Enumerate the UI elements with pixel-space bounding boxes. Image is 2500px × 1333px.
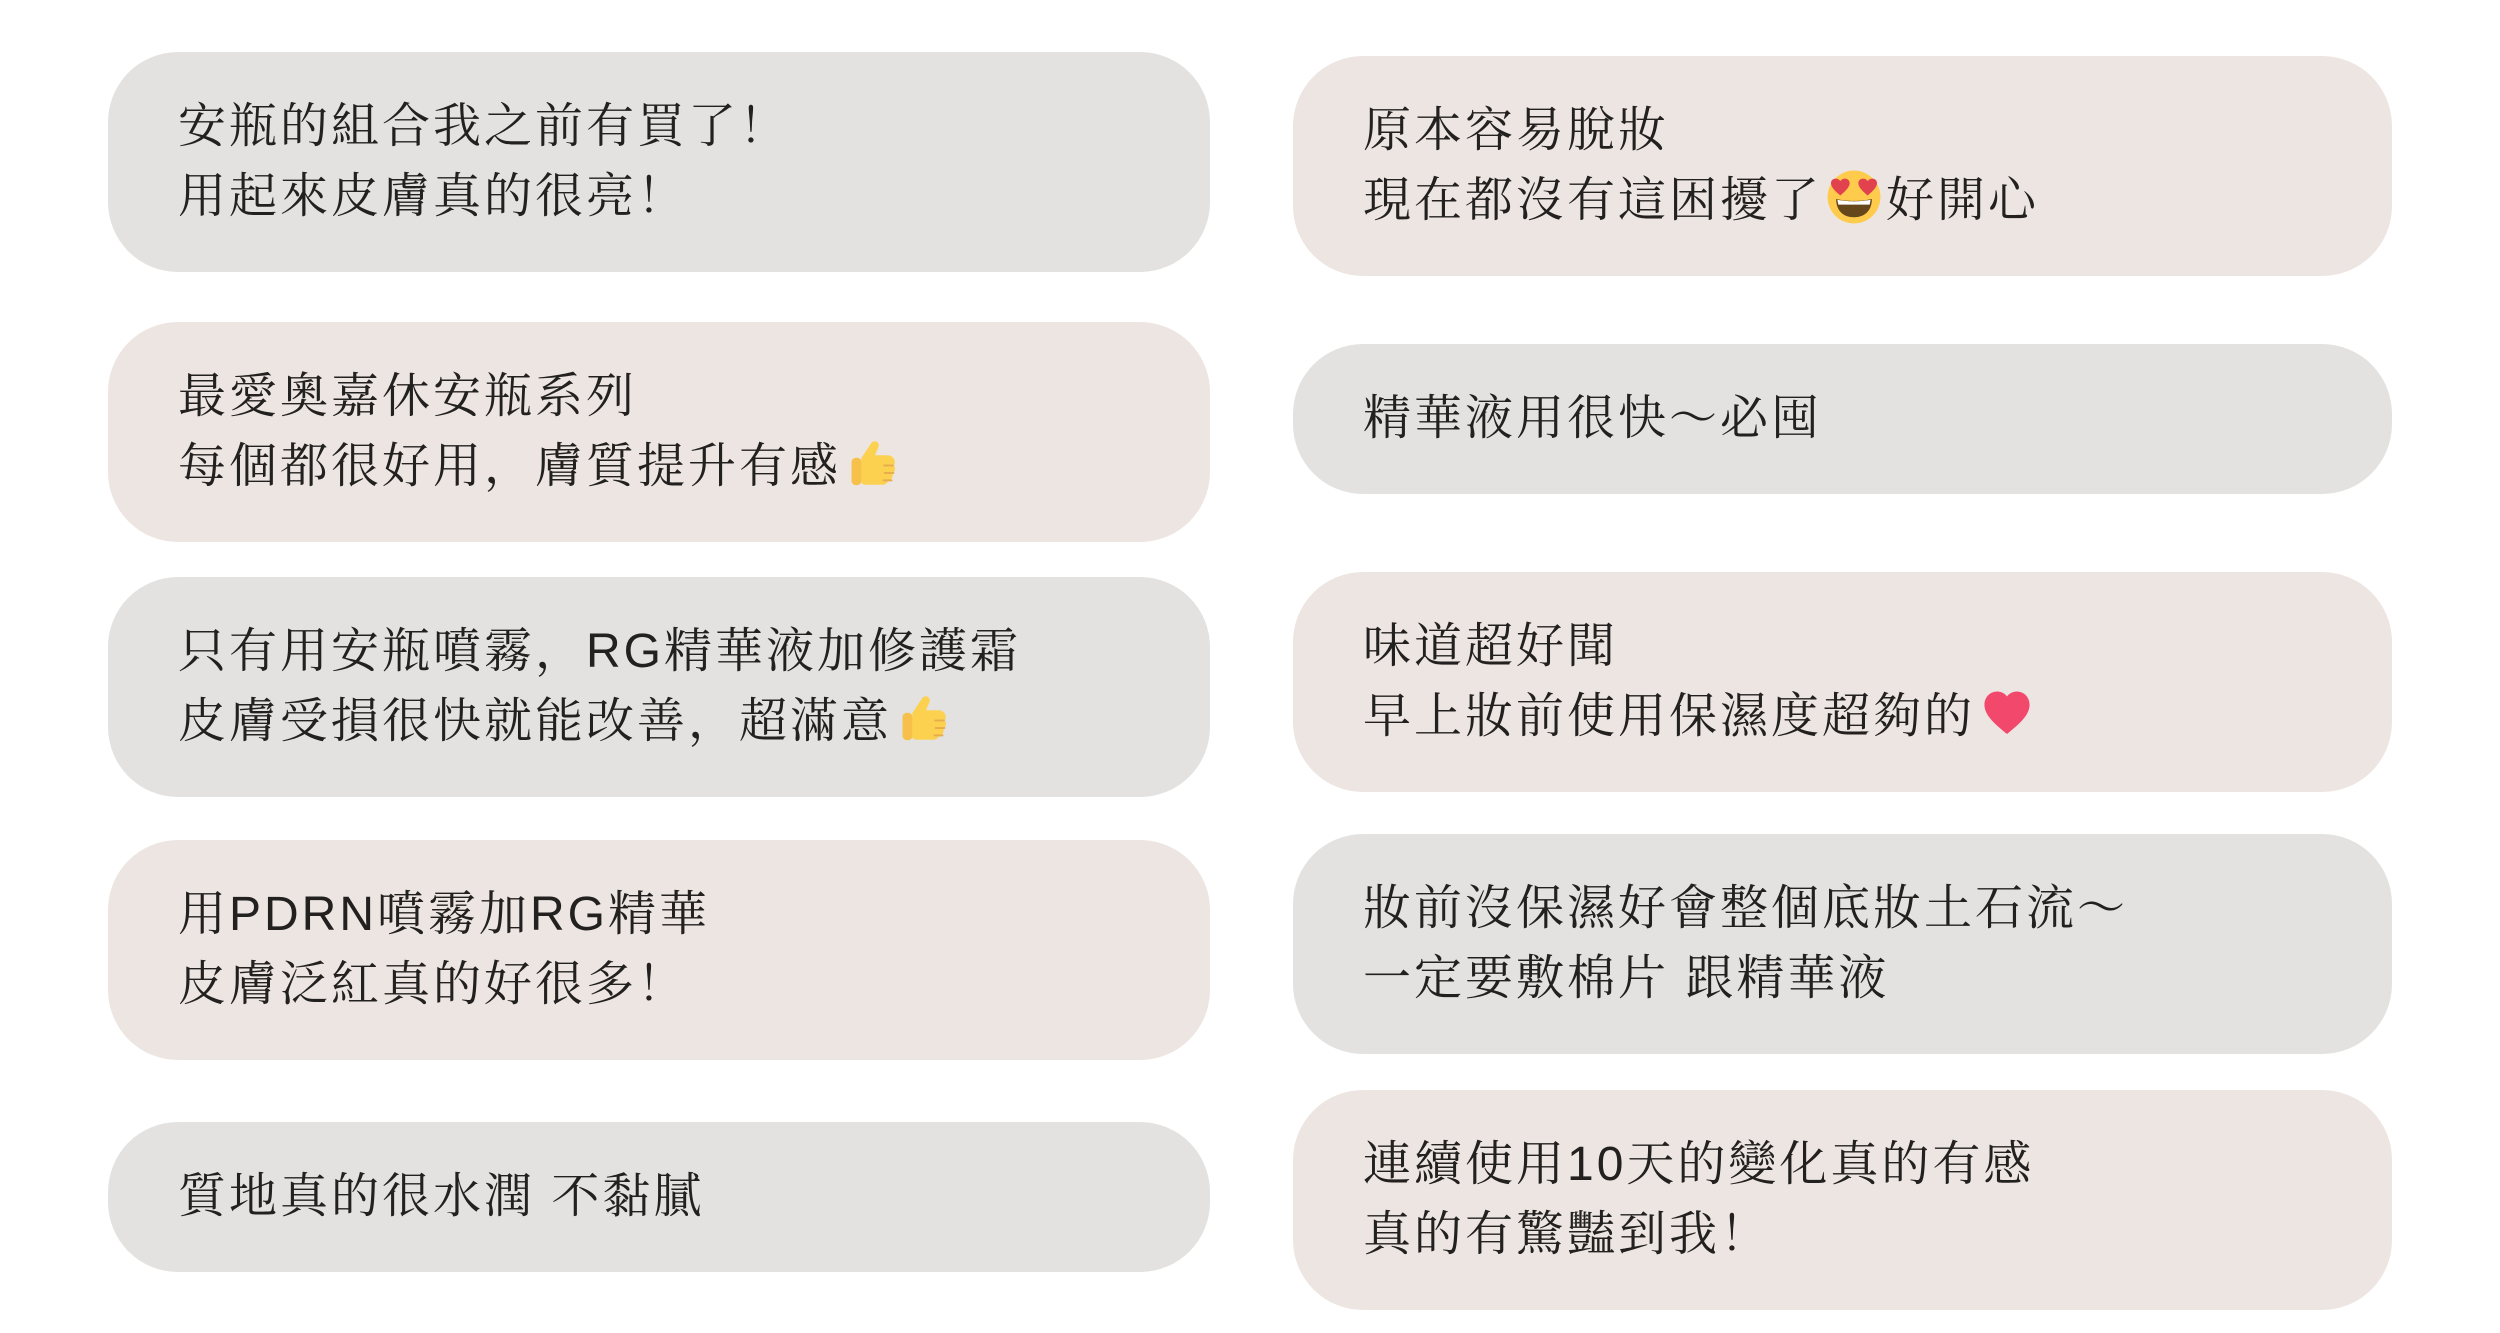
- bubble-line: [1363, 612, 2322, 682]
- bubble-text: 皮膚泛紅真的好很多！: [178, 958, 689, 1011]
- bubble-line: [1363, 1130, 2322, 1200]
- testimonial-bubble: [108, 1122, 1210, 1272]
- bubble-text: 用PDRN噴霧加RG精華: [178, 888, 711, 941]
- bubble-line: [178, 432, 1140, 502]
- thumbs-up-icon: [845, 435, 901, 491]
- bubble-line: [1363, 682, 2322, 752]
- bubble-line: [178, 92, 1140, 162]
- heart-eyes-icon: [1826, 169, 1882, 225]
- testimonial-bubble: [108, 840, 1210, 1060]
- testimonial-bubble: [1293, 834, 2392, 1054]
- bubble-line: [178, 362, 1140, 432]
- bubble-line: [1363, 384, 2322, 454]
- thumbs-up-icon: [896, 690, 952, 746]
- bubble-text: 一定要敷棉片 跟精華液: [1363, 952, 1890, 1005]
- testimonial-bubble: [108, 322, 1210, 542]
- testimonial-bubble: [108, 52, 1210, 272]
- heart-icon: [1979, 685, 2035, 741]
- bubble-line: [1363, 166, 2322, 236]
- bubble-text: 精華液用很快～必囤: [1363, 392, 1823, 445]
- testimonial-column-left: [108, 0, 1210, 1333]
- testimonial-bubble: [1293, 344, 2392, 494]
- bubble-text: 妝前沒保濕好會整個底妝土石流～: [1363, 882, 2129, 935]
- bubble-line: [178, 1162, 1140, 1232]
- bubble-text: 用起來皮膚真的很亮！: [178, 170, 689, 223]
- testimonial-bubble: [1293, 572, 2392, 792]
- bubble-text: 最愛奧嘉休安瓶系列: [178, 370, 638, 423]
- testimonial-bubble: [1293, 56, 2392, 276]
- bubble-line: [1363, 874, 2322, 944]
- bubble-text: 安瓶的組合我之前有買了！: [178, 100, 791, 153]
- bubble-text: 每個都很好用，膚質提升有感: [178, 440, 842, 493]
- bubble-text: 現在都沒有這困擾了: [1363, 174, 1823, 227]
- testimonial-bubble: [108, 577, 1210, 797]
- bubble-line: [178, 950, 1140, 1020]
- bubble-text: 早上妝前使用保濕度超夠的: [1363, 690, 1976, 743]
- testimonial-bubble: [1293, 1090, 2392, 1310]
- bubble-text: 只有用安瓶噴霧，RG精華液加修護霜: [178, 625, 1022, 678]
- bubble-text: 真的有驚豔到我！: [1363, 1208, 1772, 1261]
- bubble-text: 原本容易脫妝: [1363, 104, 1670, 157]
- bubble-text: 質地真的很水潤 不黏膩: [178, 1170, 705, 1223]
- bubble-line: [178, 617, 1140, 687]
- bubble-line: [1363, 1200, 2322, 1270]
- bubble-text: 好開心: [1886, 174, 2040, 227]
- bubble-line: [178, 687, 1140, 757]
- bubble-line: [1363, 96, 2322, 166]
- bubble-text: 味道超好聞: [1363, 620, 1619, 673]
- bubble-text: 皮膚受損很快就能改善，超滿意: [178, 695, 893, 748]
- bubble-line: [1363, 944, 2322, 1014]
- bubble-line: [178, 880, 1140, 950]
- bubble-line: [178, 162, 1140, 232]
- testimonial-column-right: [1293, 0, 2392, 1333]
- bubble-text: 連續使用10天的變化真的有感: [1363, 1138, 2035, 1191]
